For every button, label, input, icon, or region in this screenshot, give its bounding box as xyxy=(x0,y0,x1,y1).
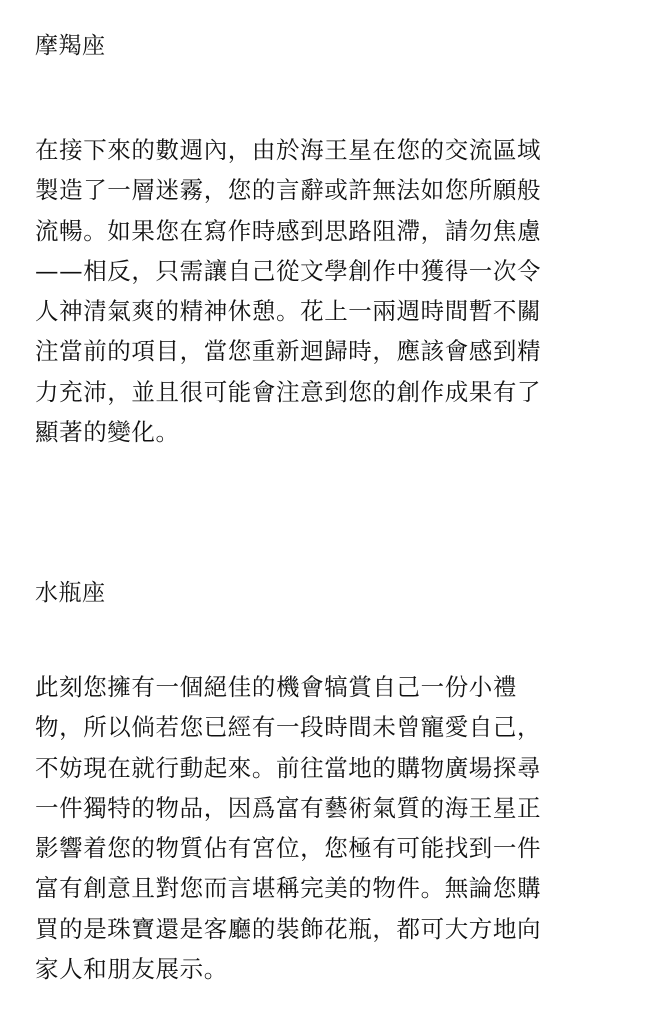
paragraph-line: 人神清氣爽的精神休憩。花上一兩週時間暫不關 xyxy=(35,297,542,326)
paragraph-line: 物，所以倘若您已經有一段時間未曾寵愛自己， xyxy=(35,713,542,742)
paragraph-line: 流暢。如果您在寫作時感到思路阻滯，請勿焦慮 xyxy=(35,216,542,245)
paragraph-line: 一件獨特的物品，因爲富有藝術氣質的海王星正 xyxy=(35,793,542,822)
section-paragraph xyxy=(35,667,541,989)
paragraph-line: 在接下來的數週內，由於海王星在您的交流區域 xyxy=(35,136,542,164)
paragraph-line: 顯著的變化。 xyxy=(35,418,180,447)
paragraph-line: 注當前的項目，當您重新迴歸時，應該會感到精 xyxy=(35,337,542,366)
paragraph-line: 不妨現在就行動起來。前往當地的購物廣場探尋 xyxy=(35,753,542,782)
paragraph-line: 此刻您擁有一個絕佳的機會犒賞自己一份小禮 xyxy=(35,673,517,701)
paragraph-line: ——相反，只需讓自己從文學創作中獲得一次令 xyxy=(35,256,542,285)
paragraph-line: 製造了一層迷霧，您的言辭或許無法如您所願般 xyxy=(35,176,542,205)
paragraph-line: 家人和朋友展示。 xyxy=(35,955,228,984)
paragraph-line: 富有創意且對您而言堪稱完美的物件。無論您購 xyxy=(35,874,542,903)
paragraph-line: 力充沛，並且很可能會注意到您的創作成果有了 xyxy=(35,377,542,406)
section-title: 水瓶座 xyxy=(35,580,106,606)
paragraph-line: 買的是珠寶還是客廳的裝飾花瓶，都可大方地向 xyxy=(35,914,542,943)
section-paragraph xyxy=(35,130,541,452)
paragraph-line: 影響着您的物質佔有宮位，您極有可能找到一件 xyxy=(35,834,542,863)
section-title: 摩羯座 xyxy=(35,33,106,59)
